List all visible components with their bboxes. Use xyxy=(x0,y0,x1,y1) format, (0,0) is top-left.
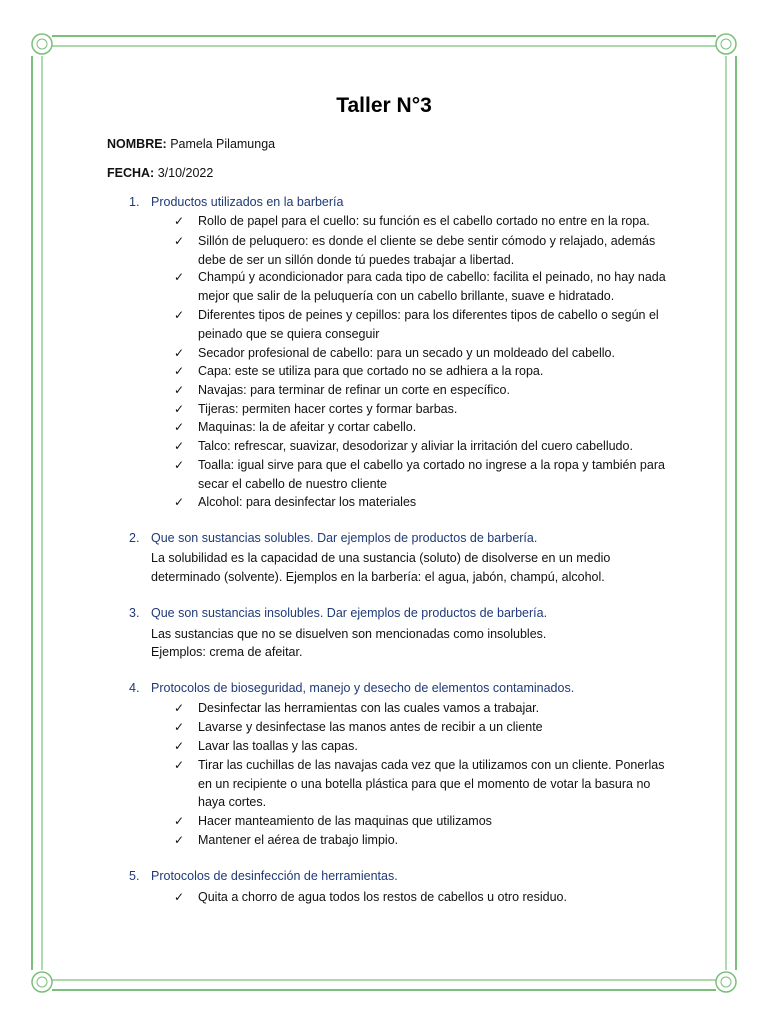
list-item xyxy=(174,306,674,343)
section-number: 3. xyxy=(129,606,140,620)
section-title: Que son sustancias solubles. Dar ejemplos de productos de barbería. xyxy=(151,531,538,545)
section-3-body-line-2: Ejemplos: crema de afeitar. xyxy=(151,645,303,659)
list-item xyxy=(174,437,674,456)
section-2-body: La solubilidad es la capacidad de una sustancia (soluto) de disolverse en un medio determinado (solvente). Ejemplos en la barbería: el agua, jabón, champú, alcohol. xyxy=(151,551,611,584)
list-item-text: Capa: este se utiliza para que cortado no se adhiera a la ropa. xyxy=(198,364,544,378)
checkmark-icon: ✓ xyxy=(174,890,185,904)
list-item xyxy=(174,737,674,756)
section-number: 5. xyxy=(129,869,140,883)
list-item xyxy=(174,362,674,381)
checkmark-icon: ✓ xyxy=(174,420,185,434)
list-item xyxy=(174,232,674,269)
document-title: Taller N°3 xyxy=(336,94,432,117)
list-item-text: Hacer manteamiento de las maquinas que utilizamos xyxy=(198,814,492,828)
section-title: Productos utilizados en la barbería xyxy=(151,195,344,209)
list-item-text: Champú y acondicionador para cada tipo de cabello: facilita el peinado, no hay nada mejor que salir de la peluquería con un cabello brillante, suave e hidratado. xyxy=(198,270,666,303)
checkmark-icon: ✓ xyxy=(174,308,185,322)
date-label: FECHA: xyxy=(107,166,155,180)
list-item-text: Quita a chorro de agua todos los restos de cabellos u otro residuo. xyxy=(198,890,567,904)
list-item xyxy=(174,418,674,437)
checkmark-icon: ✓ xyxy=(174,439,185,453)
checkmark-icon: ✓ xyxy=(174,364,185,378)
date-value: 3/10/2022 xyxy=(154,166,214,180)
list-item xyxy=(174,493,674,512)
list-item-text: Sillón de peluquero: es donde el cliente se debe sentir cómodo y relajado, además debe de ser un sillón donde tú puedes trabajar a libertad. xyxy=(198,234,656,267)
section-number: 1. xyxy=(129,195,140,209)
checkmark-icon: ✓ xyxy=(174,833,185,847)
checkmark-icon: ✓ xyxy=(174,720,185,734)
list-item-text: Tirar las cuchillas de las navajas cada vez que la utilizamos con un cliente. Ponerlas en un recipiente o una botella plástica para que el momento de votar la basura no haya cortes. xyxy=(198,758,665,809)
checkmark-icon: ✓ xyxy=(174,758,185,772)
list-item-text: Tijeras: permiten hacer cortes y formar barbas. xyxy=(198,402,458,416)
list-item xyxy=(174,831,674,850)
checkmark-icon: ✓ xyxy=(174,383,185,397)
list-item-text: Toalla: igual sirve para que el cabello ya cortado no ingrese a la ropa y también para secar el cabello de nuestro cliente xyxy=(198,458,665,491)
list-item xyxy=(174,268,674,305)
list-item-text: Navajas: para terminar de refinar un corte en específico. xyxy=(198,383,510,397)
list-item-text: Lavarse y desinfectase las manos antes de recibir a un cliente xyxy=(198,720,543,734)
list-item xyxy=(174,812,674,831)
list-item-text: Desinfectar las herramientas con las cuales vamos a trabajar. xyxy=(198,701,540,715)
list-item xyxy=(174,888,674,907)
section-title: Protocolos de bioseguridad, manejo y desecho de elementos contaminados. xyxy=(151,681,575,695)
checkmark-icon: ✓ xyxy=(174,495,185,509)
list-item xyxy=(174,756,674,812)
section-2-heading xyxy=(129,531,537,545)
list-item xyxy=(174,400,674,419)
list-item xyxy=(174,699,674,718)
list-item-text: Alcohol: para desinfectar los materiales xyxy=(198,495,417,509)
list-item xyxy=(174,381,674,400)
checkmark-icon: ✓ xyxy=(174,814,185,828)
section-number: 2. xyxy=(129,531,140,545)
checkmark-icon: ✓ xyxy=(174,346,185,360)
checkmark-icon: ✓ xyxy=(174,739,185,753)
checkmark-icon: ✓ xyxy=(174,402,185,416)
name-label: NOMBRE: xyxy=(107,137,167,151)
list-item-text: Maquinas: la de afeitar y cortar cabello. xyxy=(198,420,417,434)
checkmark-icon: ✓ xyxy=(174,234,185,248)
list-item-text: Talco: refrescar, suavizar, desodorizar y aliviar la irritación del cuero cabelludo. xyxy=(198,439,633,453)
list-item-text: Lavar las toallas y las capas. xyxy=(198,739,358,753)
list-item-text: Mantener el aérea de trabajo limpio. xyxy=(198,833,399,847)
section-3-heading xyxy=(129,606,547,620)
checkmark-icon: ✓ xyxy=(174,214,185,228)
list-item xyxy=(174,212,674,231)
checkmark-icon: ✓ xyxy=(174,270,185,284)
section-3-body-line-1: Las sustancias que no se disuelven son mencionadas como insolubles. xyxy=(151,627,547,641)
list-item xyxy=(174,718,674,737)
section-title: Protocolos de desinfección de herramientas. xyxy=(151,869,398,883)
date-field xyxy=(107,166,213,180)
list-item-text: Diferentes tipos de peines y cepillos: para los diferentes tipos de cabello o según el peinado que se quiera conseguir xyxy=(198,308,659,341)
section-title: Que son sustancias insolubles. Dar ejemplos de productos de barbería. xyxy=(151,606,548,620)
list-item-text: Rollo de papel para el cuello: su función es el cabello cortado no entre en la ropa. xyxy=(198,214,650,228)
section-number: 4. xyxy=(129,681,140,695)
section-4-heading xyxy=(129,681,574,695)
checkmark-icon: ✓ xyxy=(174,458,185,472)
list-item-text: Secador profesional de cabello: para un secado y un moldeado del cabello. xyxy=(198,346,615,360)
list-item xyxy=(174,344,674,363)
list-item xyxy=(174,456,674,493)
name-field xyxy=(107,137,275,151)
section-1-heading xyxy=(129,195,343,209)
name-value: Pamela Pilamunga xyxy=(166,137,276,151)
checkmark-icon: ✓ xyxy=(174,701,185,715)
section-5-heading xyxy=(129,869,398,883)
